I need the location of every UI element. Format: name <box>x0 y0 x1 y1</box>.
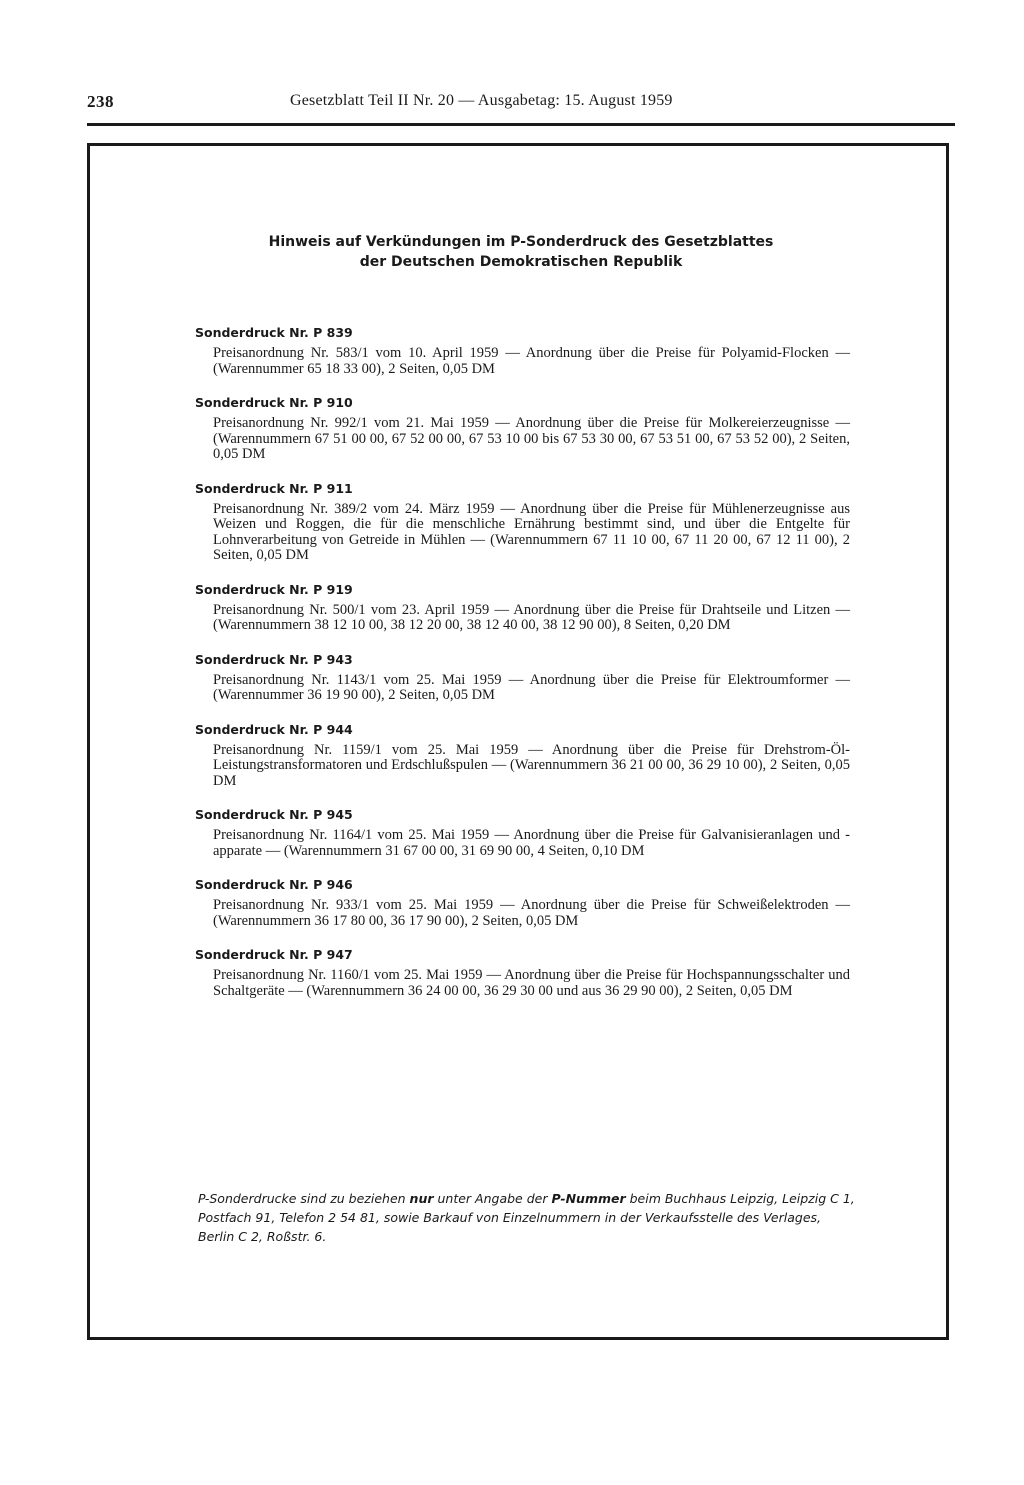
page-header <box>87 92 955 116</box>
ordering-note-emphasis: P-Nummer <box>551 1191 626 1206</box>
entry-heading: Sonderdruck Nr. P 944 <box>195 721 353 737</box>
entry-list <box>195 324 850 1016</box>
entry-text: Preisanordnung Nr. 583/1 vom 10. April 1959 — Anordnung über die Preise für Polyamid-Flocken — (Warennummer 65 18 33 00), 2 Seiten, 0,05 DM <box>213 345 850 377</box>
header-rule <box>87 123 955 126</box>
entry-text: Preisanordnung Nr. 500/1 vom 23. April 1959 — Anordnung über die Preise für Drahtseile und Litzen — (Warennummern 38 12 10 00, 38 12 20 00, 38 12 40 00, 38 12 90 00), 8 Seiten, 0,20 DM <box>213 601 850 633</box>
entry-heading: Sonderdruck Nr. P 919 <box>195 581 353 597</box>
list-item <box>195 394 850 463</box>
entry-heading: Sonderdruck Nr. P 839 <box>195 325 353 340</box>
ordering-note-part: P-Sonderdrucke sind zu beziehen <box>198 1191 410 1206</box>
list-item <box>195 324 850 377</box>
ordering-note-part: unter Angabe der <box>433 1191 552 1206</box>
entry-text: Preisanordnung Nr. 1164/1 vom 25. Mai 1959 — Anordnung über die Preise für Galvanisieranlagen und -apparate — (Warennummern 31 67 00 00, 31 69 90 00, 4 Seiten, 0,10 DM <box>213 827 850 859</box>
ordering-note-part: beim Buchhaus Leipzig, Leipzig C 1, Postfach 91, Telefon 2 54 81, sowie Barkauf von Einzelnummern in der Verkaufsstelle des Verlages, Berlin C 2, Roßstr. 6. <box>198 1191 855 1244</box>
page-number: 238 <box>87 92 114 111</box>
entry-text: Preisanordnung Nr. 389/2 vom 24. März 1959 — Anordnung über die Preise für Mühlenerzeugnisse aus Weizen und Roggen, die für die menschliche Ernährung bestimmt sind, und über die Entgelte für Lohnverarbeitung von Getreide in Mühlen — (Warennummern 67 11 10 00, 67 11 20 00, 67 12 11 00), 2 Seiten, 0,05 DM <box>213 500 850 563</box>
entry-heading: Sonderdruck Nr. P 911 <box>195 480 353 496</box>
entry-text: Preisanordnung Nr. 992/1 vom 21. Mai 1959 — Anordnung über die Preise für Molkereierzeugnisse — (Warennummern 67 51 00 00, 67 52 00 00, 67 53 10 00 bis 67 53 30 00, 67 53 51 00, 67 53 52 00), 2 Seiten, 0,05 DM <box>213 415 850 462</box>
ordering-note <box>198 1189 858 1246</box>
entry-heading: Sonderdruck Nr. P 945 <box>195 807 353 822</box>
list-item <box>195 651 850 704</box>
list-item <box>195 721 850 790</box>
notice-box <box>87 143 949 1340</box>
entry-text: Preisanordnung Nr. 1159/1 vom 25. Mai 1959 — Anordnung über die Preise für Drehstrom-Öl-Leistungstransformatoren und Erdschlußspulen — (Warennummern 36 21 00 00, 36 29 10 00), 2 Seiten, 0,05 DM <box>213 741 850 789</box>
notice-title <box>90 232 952 272</box>
entry-text: Preisanordnung Nr. 933/1 vom 25. Mai 1959 — Anordnung über die Preise für Schweißelektroden — (Warennummern 36 17 80 00, 36 17 90 00), 2 Seiten, 0,05 DM <box>213 897 850 929</box>
list-item <box>195 946 850 999</box>
entry-heading: Sonderdruck Nr. P 910 <box>195 395 353 410</box>
list-item <box>195 876 850 929</box>
list-item <box>195 480 850 564</box>
entry-heading: Sonderdruck Nr. P 943 <box>195 651 353 667</box>
list-item <box>195 806 850 859</box>
header-title: Gesetzblatt Teil II Nr. 20 — Ausgabetag: 15. August 1959 <box>290 92 673 109</box>
notice-title-line-1: Hinweis auf Verkündungen im P-Sonderdruck des Gesetzblattes <box>268 234 774 250</box>
entry-text: Preisanordnung Nr. 1143/1 vom 25. Mai 1959 — Anordnung über die Preise für Elektroumformer — (Warennummer 36 19 90 00), 2 Seiten, 0,05 DM <box>213 671 850 703</box>
entry-text: Preisanordnung Nr. 1160/1 vom 25. Mai 1959 — Anordnung über die Preise für Hochspannungsschalter und Schaltgeräte — (Warennummern 36 24 00 00, 36 29 30 00 und aus 36 29 90 00), 2 Seiten, 0,05 DM <box>213 967 850 999</box>
notice-title-line-2: der Deutschen Demokratischen Republik <box>359 254 683 270</box>
entry-heading: Sonderdruck Nr. P 947 <box>195 947 353 962</box>
ordering-note-emphasis: nur <box>409 1191 434 1206</box>
list-item <box>195 581 850 634</box>
entry-heading: Sonderdruck Nr. P 946 <box>195 877 353 892</box>
